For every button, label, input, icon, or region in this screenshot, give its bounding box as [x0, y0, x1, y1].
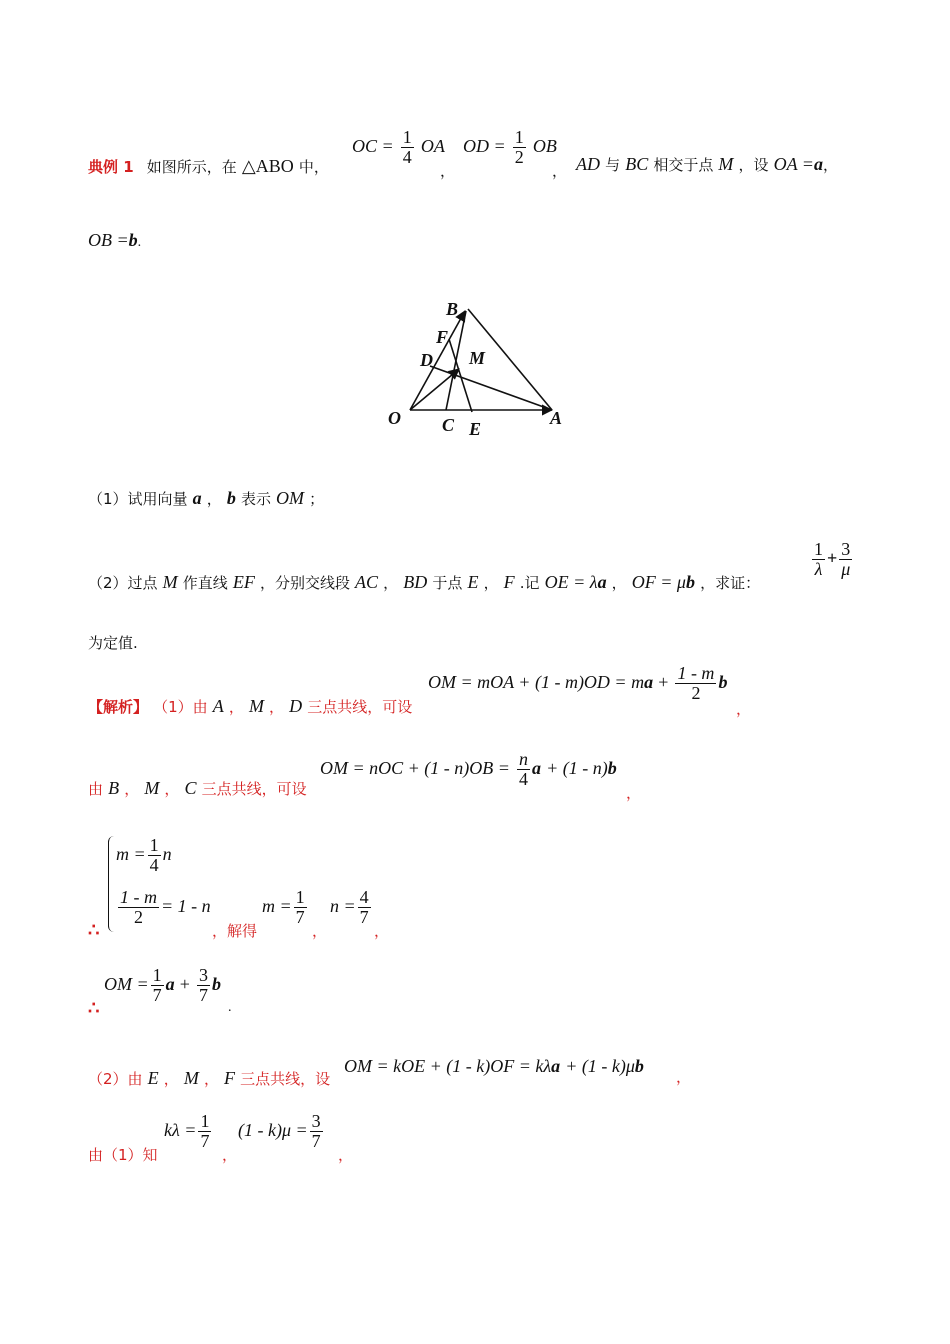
k-lambda-eq: [164, 1112, 213, 1151]
label-c: C: [442, 415, 455, 435]
q2-text-4: .记: [519, 574, 540, 592]
example-label: 典例 1: [88, 158, 134, 176]
triangle-abo: △ABO: [241, 156, 294, 176]
sol-point-b: B: [108, 778, 120, 798]
eq1-vec-a: a: [644, 672, 654, 692]
result-equation: [104, 966, 221, 1005]
comma: ，: [374, 922, 390, 940]
sol-point-m2: M: [144, 778, 160, 798]
comma: ，: [483, 574, 499, 592]
label-o: O: [388, 408, 401, 428]
eq3-main: OM = kOE + (1 - k)OF = kλ: [344, 1056, 552, 1076]
comma: ，: [228, 698, 244, 716]
sol-point-a: A: [212, 696, 224, 716]
sol-point-c: C: [184, 778, 197, 798]
comma: ，: [611, 574, 627, 592]
solution-line-2: [88, 778, 307, 799]
sol-point-m3: M: [183, 1068, 199, 1088]
sol-s3-a: （2）由: [88, 1070, 143, 1088]
res-frac-1: $\frac{1}{7}$: [152, 965, 162, 1005]
q2-end: 为定值.: [88, 634, 138, 652]
q2-vec-a: a: [597, 572, 607, 592]
q2-prefix: （2）过点: [88, 574, 158, 592]
od-lhs: OD =: [463, 136, 506, 156]
comma: ，: [124, 780, 140, 798]
sol-s1-a: （1）由: [153, 698, 208, 716]
period: .: [137, 235, 142, 250]
eq3-vec-b: b: [634, 1056, 644, 1076]
oc-frac: $\frac{1}{4}$: [402, 127, 412, 167]
eq2-vec-a: a: [532, 758, 542, 778]
eq1-plus: +: [658, 672, 669, 692]
solution-line-3: [88, 1068, 330, 1089]
example-line-1: [88, 156, 329, 177]
q1-mid: 表示: [240, 490, 271, 508]
solution-line-1: [88, 696, 412, 717]
od-equation: [463, 128, 557, 167]
sol-eq-2: [320, 750, 617, 789]
label-b: B: [446, 299, 459, 319]
sol-s2-b: 三点共线，可设: [201, 780, 307, 798]
q2-seg-ac: AC: [355, 572, 379, 592]
label-d: D: [420, 350, 433, 370]
q2-seg-bd: BD: [403, 572, 428, 592]
eq1-frac: $\frac{1 - m}{2}$: [677, 663, 715, 703]
sol-point-e: E: [147, 1068, 159, 1088]
sol-s4-a: 由（1）知: [88, 1146, 158, 1164]
m-eq: m =: [262, 896, 292, 916]
q2-text-5: ，求证：: [700, 574, 761, 592]
k1-frac: $\frac{1}{7}$: [200, 1111, 210, 1151]
ad-seg: AD: [576, 154, 600, 174]
eq1-main: OM = mOA + (1 - m)OD = m: [428, 672, 645, 692]
eq2-frac: $\frac{n}{4}$: [519, 749, 529, 789]
q1-om: OM: [276, 488, 305, 508]
eq3-tail: + (1 - k)μ: [565, 1056, 635, 1076]
example-intro: 如图所示，在: [146, 158, 237, 176]
res-vec-a: a: [165, 974, 175, 994]
comma: ，: [269, 698, 285, 716]
yu-text: 与: [605, 156, 621, 174]
label-a: A: [550, 408, 563, 428]
res-frac-2: $\frac{3}{7}$: [198, 965, 208, 1005]
res-vec-b: b: [211, 974, 221, 994]
sys1-rhs: n: [162, 844, 172, 864]
bc-seg: BC: [625, 154, 649, 174]
q2-expression: [810, 540, 854, 579]
q1-prefix: （1）试用向量: [88, 490, 188, 508]
od-frac: $\frac{1}{2}$: [514, 127, 524, 167]
q1-end: ；: [309, 490, 325, 508]
solution-tag: 【解析】: [88, 698, 149, 716]
zhong-text: 中，: [298, 158, 329, 176]
comma: ，: [552, 162, 568, 180]
label-e: E: [469, 419, 482, 439]
question-1: [88, 488, 324, 509]
system-eq-1: [116, 836, 172, 875]
oc-lhs: OC =: [352, 136, 394, 156]
od-rhs: OB: [532, 136, 557, 156]
q2-point-e: E: [467, 572, 479, 592]
sys1-lhs: m =: [116, 844, 146, 864]
comma: ，: [222, 1146, 238, 1164]
comma: ，: [164, 780, 180, 798]
q1-vec-b: b: [226, 488, 236, 508]
q1-vec-a: a: [192, 488, 202, 508]
k-mu-eq: [238, 1112, 325, 1151]
vector-om: [410, 369, 459, 410]
comma: ，: [206, 490, 222, 508]
example-line-1b: [576, 154, 838, 175]
k2-lhs: (1 - k)μ =: [238, 1120, 308, 1140]
sol-eq-1: [428, 664, 727, 703]
q2-point-m: M: [162, 572, 178, 592]
q2-frac-2: $\frac{3}{\mu}$: [841, 539, 851, 579]
comma: ，: [383, 574, 399, 592]
therefore-1: ∴: [88, 920, 100, 940]
k2-frac: $\frac{3}{7}$: [311, 1111, 321, 1151]
comma: ，: [626, 784, 642, 802]
label-m: M: [469, 348, 486, 368]
m-frac: $\frac{1}{7}$: [295, 887, 305, 927]
oc-equation: [352, 128, 445, 167]
q2-text-2: ，分别交线段: [259, 574, 350, 592]
comma: ，: [163, 1070, 179, 1088]
system-eq-2: [116, 888, 211, 927]
sol-point-f: F: [224, 1068, 236, 1088]
sol-point-d: D: [289, 696, 303, 716]
comma: ，: [203, 1070, 219, 1088]
m-value: [262, 888, 309, 927]
point-m: M: [718, 154, 734, 174]
triangle-figure: [380, 295, 580, 445]
solved-text: ，解得: [212, 922, 258, 940]
oa-eq: OA =: [773, 154, 814, 174]
sol-eq-3: [344, 1056, 644, 1077]
n-eq: n =: [330, 896, 356, 916]
sys2-rhs: = 1 - n: [161, 896, 211, 916]
period: .: [228, 1000, 232, 1015]
q2-line-ef: EF: [232, 572, 255, 592]
sol-s1-b: 三点共线，可设: [307, 698, 413, 716]
sys1-frac: $\frac{1}{4}$: [149, 835, 159, 875]
n-value: [330, 888, 373, 927]
comma: ，: [338, 1146, 354, 1164]
q2-plus: +: [827, 548, 838, 568]
meet-text: 相交于点: [653, 156, 714, 174]
res-plus: +: [179, 974, 190, 994]
set-text: ，设: [738, 156, 769, 174]
q2-text-1: 作直线: [182, 574, 228, 592]
q2-vec-b: b: [685, 572, 695, 592]
comma: ，: [676, 1068, 692, 1086]
vec-b: b: [128, 230, 138, 250]
q2-frac-1: $\frac{1}{\lambda}$: [814, 539, 823, 579]
sys2-frac: $\frac{1 - m}{2}$: [120, 887, 157, 927]
k1-lhs: kλ =: [164, 1120, 197, 1140]
label-f: F: [436, 327, 449, 347]
oc-rhs: OA: [420, 136, 445, 156]
n-frac: $\frac{4}{7}$: [359, 887, 369, 927]
sol-s2-a: 由: [88, 780, 104, 798]
comma: ，: [822, 156, 838, 174]
comma: ，: [736, 700, 752, 718]
res-lhs: OM =: [104, 974, 149, 994]
sol-s3-b: 三点共线，设: [240, 1070, 331, 1088]
vec-a: a: [813, 154, 823, 174]
example-line-2: [88, 230, 141, 251]
sol-point-m: M: [248, 696, 264, 716]
eq2-tail: + (1 - n): [546, 758, 608, 778]
eq2-main: OM = nOC + (1 - n)OB =: [320, 758, 510, 778]
q2-point-f: F: [503, 572, 515, 592]
comma: ，: [312, 922, 328, 940]
question-2: [88, 572, 760, 593]
ob-eq: OB =: [88, 230, 129, 250]
therefore-2: ∴: [88, 998, 100, 1018]
q2-oe: OE = λ: [544, 572, 598, 592]
eq3-vec-a: a: [551, 1056, 561, 1076]
comma: ，: [440, 162, 456, 180]
system-brace: [108, 836, 115, 932]
q2-text-3: 于点: [432, 574, 463, 592]
eq2-vec-b: b: [607, 758, 617, 778]
q2-of: OF = μ: [631, 572, 686, 592]
eq1-vec-b: b: [718, 672, 728, 692]
